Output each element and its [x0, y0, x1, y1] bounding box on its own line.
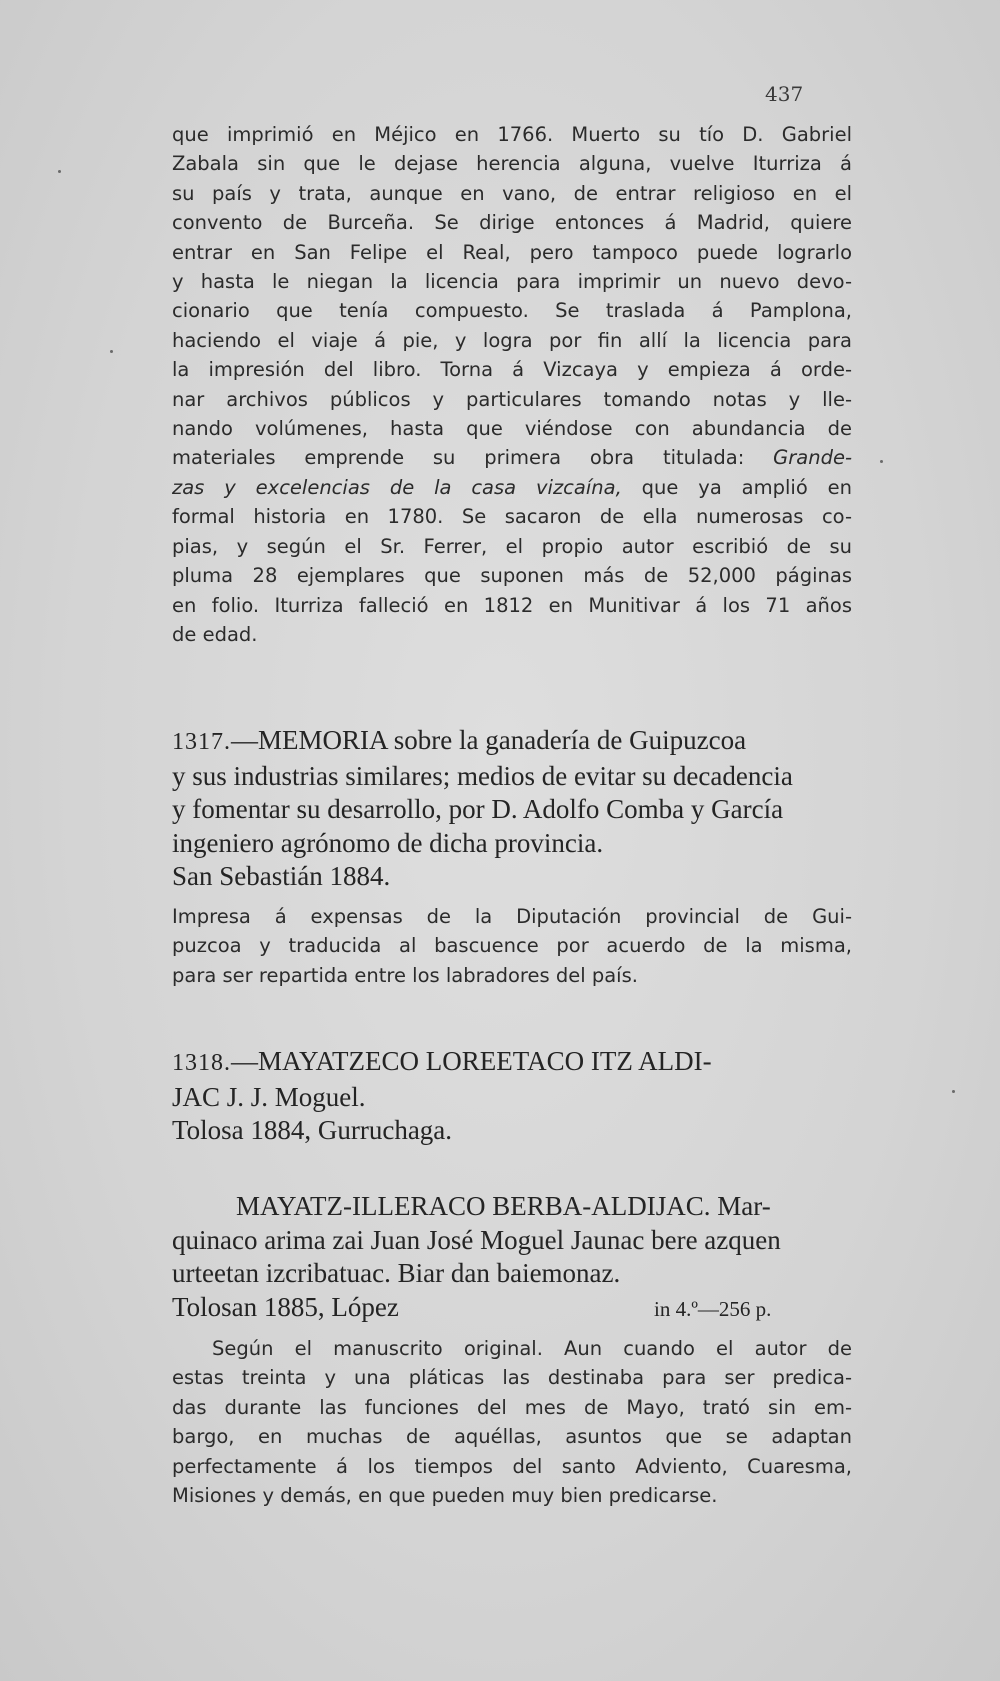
entry-title-line: y sus industrias similares; medios de evitar su decadencia [172, 760, 793, 791]
entry-title-line: y fomentar su desarrollo, por D. Adolfo Comba y García [172, 794, 784, 825]
note-line: estas treinta y una pláticas las destinaba para ser predica- [172, 1366, 852, 1390]
entry-mayatz-title [172, 1190, 852, 1324]
entry-mayatz-note [172, 1334, 852, 1510]
paper-speck [880, 460, 883, 463]
text-line: la impresión del libro. Torna á Vizcaya y empieza á orde- [172, 358, 852, 382]
entry-1317-note [172, 902, 852, 990]
entry-imprint: Tolosa 1884, Gurruchaga. [172, 1115, 453, 1146]
entry-title-line [172, 1045, 852, 1081]
entry-title-line [172, 724, 852, 760]
text-line: convento de Burceña. Se dirige entonces á Madrid, quiere [172, 211, 852, 235]
text-line: nar archivos públicos y particulares tomando notas y lle- [172, 387, 852, 411]
paper-speck [110, 350, 113, 353]
entry-title-text: —MEMORIA sobre la ganadería de Guipuzcoa [231, 725, 747, 755]
entry-imprint: San Sebastián 1884. [172, 861, 391, 892]
text-line: de edad. [172, 622, 258, 646]
entry-title-line: ingeniero agrónomo de dicha provincia. [172, 827, 604, 858]
text-fragment: materiales emprende su primera obra titulada: [172, 446, 745, 470]
note-line: para ser repartida entre los labradores del país. [172, 963, 638, 987]
text-line: en folio. Iturriza falleció en 1812 en Munitivar á los 71 años [172, 593, 852, 617]
text-line: su país y trata, aunque en vano, de entrar religioso en el [172, 181, 852, 205]
text-line-with-title-end [172, 473, 852, 502]
text-line: entrar en San Felipe el Real, pero tampoco puede lograrlo [172, 240, 852, 264]
note-line: Según el manuscrito original. Aun cuando el autor de [212, 1337, 852, 1360]
note-line: puzcoa y traducida al bascuence por acuerdo de la misma, [172, 934, 852, 958]
paper-speck [952, 1090, 955, 1093]
entry-imprint-line [172, 1291, 852, 1325]
note-line: bargo, en muchas de aquéllas, asuntos que se adaptan [172, 1425, 852, 1449]
entry-title-line: JAC J. J. Moguel. [172, 1081, 366, 1112]
entry-format: in 4.º—256 p. [654, 1296, 772, 1321]
text-line: cionario que tenía compuesto. Se traslada á Pamplona, [172, 299, 852, 323]
text-line: pias, y según el Sr. Ferrer, el propio autor escribió de su [172, 534, 852, 558]
entry-title-line: MAYATZ-ILLERACO BERBA-ALDIJAC. Mar- [236, 1191, 771, 1221]
text-line: que imprimió en Méjico en 1766. Muerto su tío D. Gabriel [172, 123, 852, 146]
text-line-with-title-start [172, 443, 852, 472]
entry-1318-title [172, 1045, 852, 1148]
note-line: Impresa á expensas de la Diputación provincial de Gui- [172, 905, 852, 928]
paper-speck [58, 170, 61, 173]
entry-imprint: Tolosan 1885, López [172, 1291, 399, 1322]
text-line: nando volúmenes, hasta que viéndose con abundancia de [172, 417, 852, 441]
text-line: pluma 28 ejemplares que suponen más de 52,000 páginas [172, 564, 852, 588]
text-line: haciendo el viaje á pie, y logra por fin allí la licencia para [172, 328, 852, 352]
entry-number: 1318. [172, 1050, 231, 1076]
text-line: Zabala sin que le dejase herencia alguna, vuelve Iturriza á [172, 152, 852, 176]
note-line: das durante las funciones del mes de Mayo, trató sin em- [172, 1395, 852, 1419]
entry-number: 1317. [172, 729, 231, 755]
text-line: formal historia en 1780. Se sacaron de ella numerosas co- [172, 505, 852, 529]
entry-title-line: quinaco arima zai Juan José Moguel Jaunac bere azquen [172, 1224, 781, 1255]
page-number: 437 [765, 82, 804, 106]
text-fragment: que ya amplió en [641, 475, 852, 499]
italic-title-end: zas y excelencias de la casa vizcaína, [172, 475, 622, 499]
note-line: Misiones y demás, en que pueden muy bien predicarse. [172, 1484, 718, 1508]
entry-1317-title [172, 724, 852, 894]
text-line: y hasta le niegan la licencia para imprimir un nuevo devo- [172, 270, 852, 294]
intro-paragraph [172, 120, 852, 649]
note-line: perfectamente á los tiempos del santo Adviento, Cuaresma, [172, 1454, 852, 1478]
entry-title-line: urteetan izcribatuac. Biar dan baiemonaz. [172, 1258, 621, 1289]
italic-title-start: Grande- [773, 446, 852, 470]
entry-title-text: —MAYATZECO LOREETACO ITZ ALDI- [231, 1046, 712, 1076]
